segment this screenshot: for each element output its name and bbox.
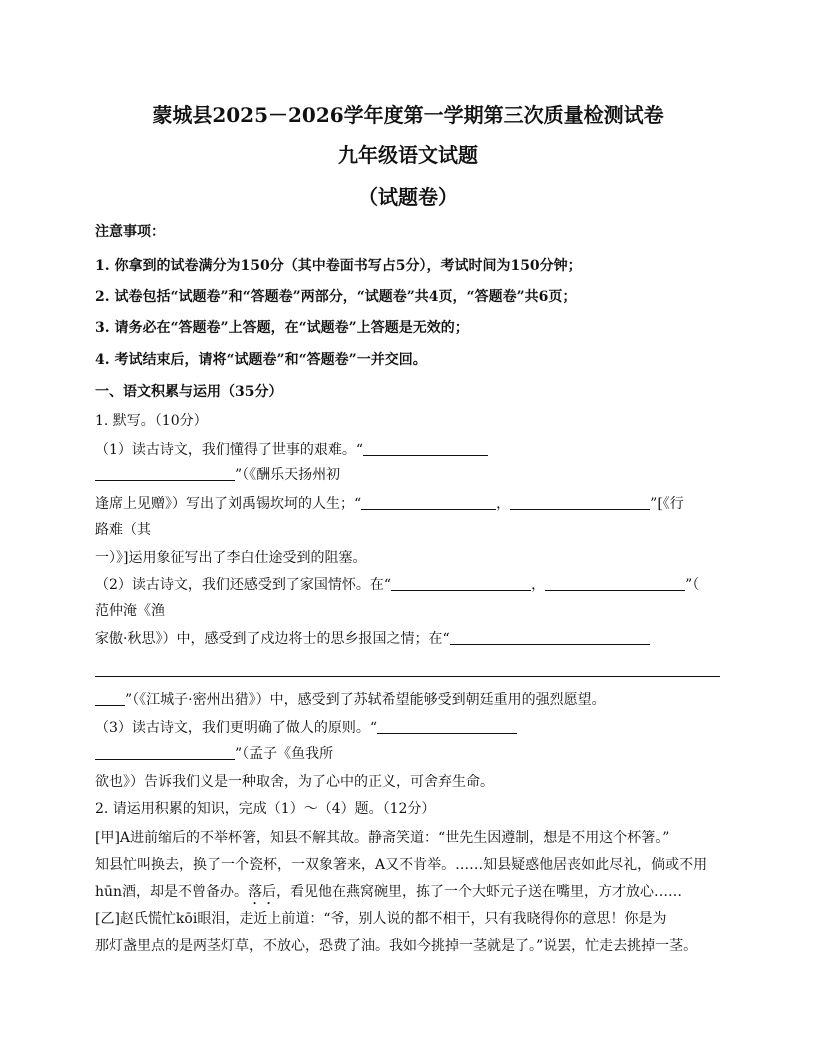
answer-blank[interactable] (363, 441, 488, 456)
answer-line[interactable] (95, 676, 720, 677)
section-heading: 一、语文积累与运用（35分） (95, 384, 283, 400)
text-segment: 逢席上见赠》）写出了刘禹锡坎坷的人生；“ (95, 496, 362, 512)
question-label: 2. 请运用积累的知识，完成（1）～（4）题。（12分） (95, 801, 436, 817)
notice-item: 2. 试卷包括“试题卷”和“答题卷”两部分，“试题卷”共4页，“答题卷”共6页； (95, 289, 577, 305)
text-segment: hūn酒，却是不曾备办。 (95, 884, 249, 900)
question-text (95, 493, 684, 513)
text-segment: ， (531, 577, 546, 593)
answer-blank[interactable] (95, 466, 235, 481)
text-segment: 家傲·秋思》）中，感受到了戍边将士的思乡报国之情；在“ (95, 631, 450, 647)
question-text: 路难（其 (95, 522, 151, 538)
emphasized-word: 落后 (248, 884, 277, 900)
passage-line: [乙]赵氏慌忙kōi眼泪，走近上前道：“爷，别人说的都不相干，只有我晓得你的意思！你是为 (95, 911, 667, 927)
question-text (95, 628, 650, 648)
question-text: 欲也》）告诉我们义是一种取舍，为了心中的正义，可舍弃生命。 (95, 774, 494, 790)
answer-blank[interactable] (377, 719, 517, 734)
question-text (95, 574, 699, 594)
exam-title: 蒙城县2025－2026学年度第一学期第三次质量检测试卷 (152, 103, 664, 127)
passage-line: 那灯盏里点的是两茎灯草，不放心，恐费了油。我如今挑掉一茎就是了。”说罢，忙走去挑掉一茎。 (95, 938, 698, 954)
question-text: 一）》]运用象征写出了李白仕途受到的阻塞。 (95, 550, 367, 566)
text-segment: ”[《行 (650, 496, 684, 512)
answer-blank[interactable] (450, 630, 650, 645)
passage-line: 知县忙叫换去，换了一个瓷杯，一双象箸来，A又不肯举。……知县疑惑他居丧如此尽礼，倘或不用 (95, 857, 708, 873)
notice-item: 3. 请务必在“答题卷”上答题，在“试题卷”上答题是无效的； (95, 320, 469, 336)
answer-blank[interactable] (361, 495, 496, 510)
question-text (95, 689, 606, 709)
answer-blank[interactable] (95, 691, 125, 706)
notice-item: 4. 考试结束后，请将“试题卷”和“答题卷”一并交回。 (95, 352, 427, 368)
exam-subtitle: 九年级语文试题 (338, 143, 478, 167)
question-text (95, 743, 333, 763)
passage-line (95, 881, 682, 908)
answer-blank[interactable] (391, 576, 531, 591)
answer-blank[interactable] (545, 576, 685, 591)
question-text (95, 717, 517, 737)
answer-blank[interactable] (510, 495, 650, 510)
text-segment: ”（孟子《鱼我所 (235, 746, 334, 762)
text-segment: ”（《酬乐天扬州初 (235, 467, 341, 483)
notice-item: 1. 你拿到的试卷满分为150分（其中卷面书写占5分），考试时间为150分钟； (95, 258, 582, 274)
question-text (95, 464, 340, 484)
text-segment: ”（ (685, 577, 700, 593)
text-segment: （3）读古诗文，我们更明确了做人的原则。“ (95, 720, 378, 736)
question-text (95, 439, 488, 459)
text-segment: （2）读古诗文，我们还感受到了家国情怀。在“ (95, 577, 392, 593)
text-segment: ， (496, 496, 511, 512)
text-segment: ，看见他在燕窝碗里，拣了一个大虾元子送在嘴里，方才放心…… (276, 884, 683, 900)
passage-line: [甲]A进前缩后的不举杯箸，知县不解其故。静斋笑道：“世先生因遵制，想是不用这个杯箸。” (95, 830, 670, 846)
notice-heading: 注意事项： (95, 224, 165, 240)
text-segment: （1）读古诗文，我们懂得了世事的艰难。“ (95, 442, 364, 458)
question-text: 范仲淹《渔 (95, 603, 165, 619)
paper-type: （试题卷） (358, 185, 458, 209)
text-segment: ”（《江城子·密州出猎》）中，感受到了苏轼希望能够受到朝廷重用的强烈愿望。 (125, 692, 606, 708)
answer-blank[interactable] (95, 745, 235, 760)
question-label: 1. 默写。（10分） (95, 413, 208, 429)
